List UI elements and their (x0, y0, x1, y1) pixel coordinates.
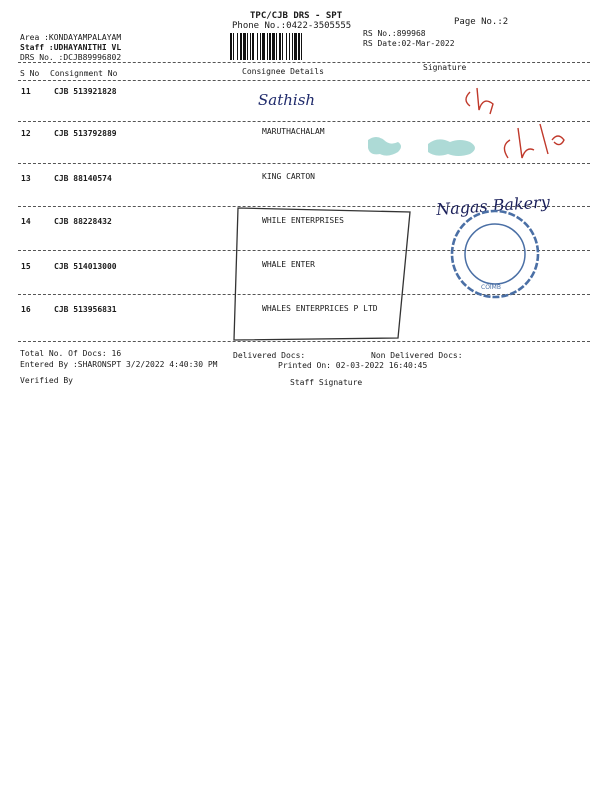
company-stamp (452, 211, 538, 297)
col-consignee: Consignee Details (242, 67, 324, 76)
red-mark (504, 124, 564, 158)
rs-number: RS No.:899968 (363, 29, 426, 38)
pen-rectangle (234, 208, 410, 340)
table-row-consignment: CJB 88228432 (54, 217, 112, 226)
table-row-sno: 13 (21, 174, 31, 183)
total-docs: Total No. Of Docs: 16 (20, 349, 122, 358)
table-row-sno: 12 (21, 129, 31, 138)
document-title: TPC/CJB DRS - SPT (250, 11, 343, 21)
handwritten-signature: Sathish (258, 91, 316, 109)
handwritten-marks (0, 0, 600, 360)
entered-by: Entered By :SHARONSPT 3/2/2022 4:40:30 PM (20, 360, 218, 369)
table-row-consignee: WHILE ENTERPRISES (262, 216, 344, 225)
delivered-docs: Delivered Docs: (233, 351, 306, 360)
table-row-consignee: WHALE ENTER (262, 260, 315, 269)
drs-number: DRS No. :DCJB89996802 (20, 53, 122, 62)
table-row-consignment: CJB 514013000 (54, 262, 117, 271)
table-row-consignment: CJB 513792889 (54, 129, 117, 138)
table-row-consignee: MARUTHACHALAM (262, 127, 325, 136)
table-row-consignment: CJB 88140574 (54, 174, 112, 183)
table-row-consignment: CJB 513956831 (54, 305, 117, 314)
table-row-consignee: KING CARTON (262, 172, 315, 181)
table-row-sno: 11 (21, 87, 31, 96)
highlight-mark (428, 139, 475, 156)
non-delivered-docs: Non Delivered Docs: (371, 351, 463, 360)
page-number: Page No.:2 (454, 17, 509, 27)
col-sno: S No (20, 69, 40, 78)
staff-field: Staff :UDHAYANITHI VL (20, 43, 122, 52)
table-row-sno: 16 (21, 305, 31, 314)
highlight-mark (368, 137, 401, 156)
verified-by: Verified By (20, 376, 73, 385)
phone-number: Phone No.:0422-3505555 (232, 21, 352, 31)
svg-text:COIMB: COIMB (481, 284, 501, 291)
area-field: Area :KONDAYAMPALAYAM (20, 33, 122, 42)
col-signature: Signature (423, 63, 467, 72)
table-row-sno: 14 (21, 217, 31, 226)
printed-on: Printed On: 02-03-2022 16:40:45 (278, 361, 428, 370)
handwritten-signature: Nagas Bakery (435, 192, 551, 220)
rs-date: RS Date:02-Mar-2022 (363, 39, 455, 48)
table-row-consignment: CJB 513921828 (54, 87, 117, 96)
red-mark (466, 88, 493, 114)
table-row-consignee: WHALES ENTERPRICES P LTD (262, 304, 378, 313)
col-consignment: Consignment No (50, 69, 118, 78)
table-row-sno: 15 (21, 262, 31, 271)
staff-signature: Staff Signature (290, 378, 363, 387)
